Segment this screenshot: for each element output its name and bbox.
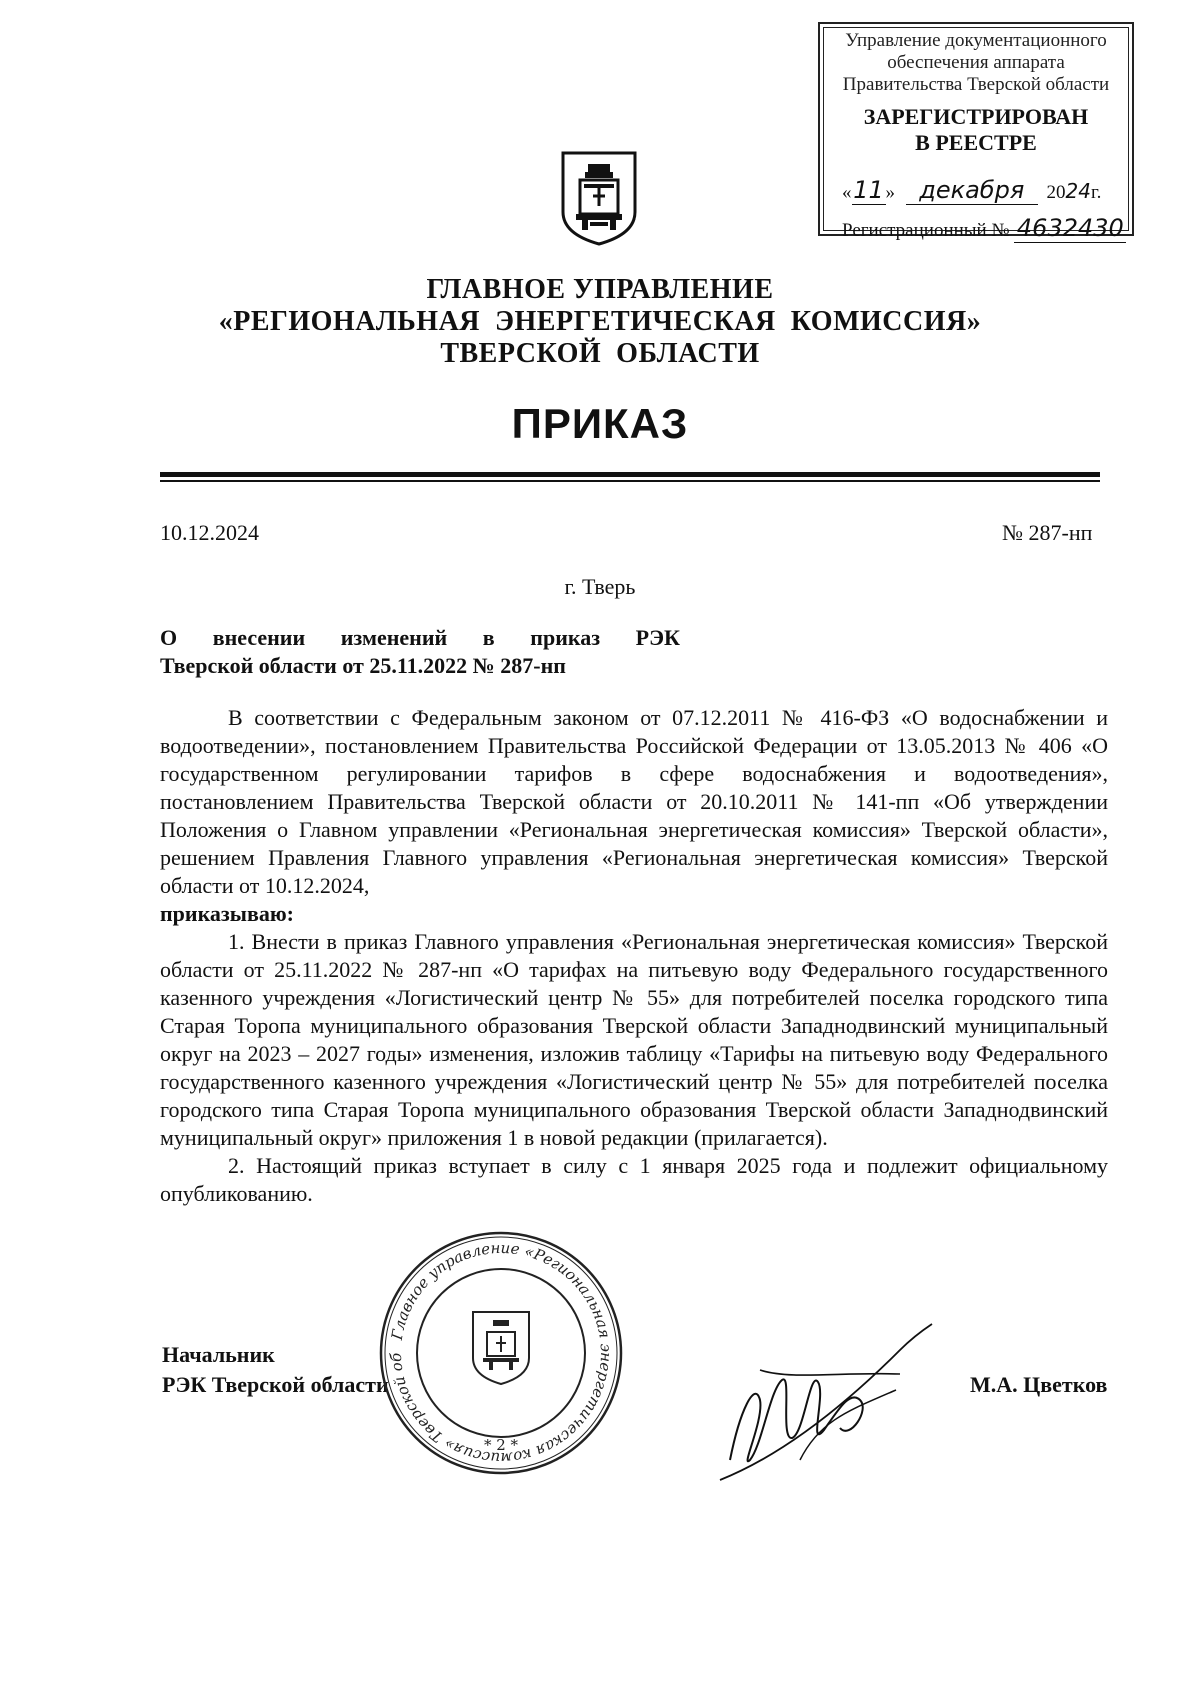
document-date: 10.12.2024 — [160, 520, 259, 545]
stamp-date-year-prefix: 20 — [1046, 182, 1066, 203]
document-subject — [160, 624, 680, 680]
stamp-number-value: 4632430 — [1014, 214, 1126, 243]
stamp-date-close-quote: » — [885, 182, 895, 203]
handwritten-signature — [700, 1310, 940, 1510]
official-seal — [376, 1228, 626, 1478]
svg-text:Главное управление «Региональн — [376, 1228, 615, 1467]
seal-emblem — [473, 1312, 529, 1384]
coat-of-arms-emblem — [560, 150, 638, 246]
subject-line-1: О внесении изменений в приказ РЭК — [160, 625, 680, 650]
document-body — [160, 704, 1108, 1208]
seal-center-mark: * 2 * — [483, 1436, 519, 1454]
org-name-line-3: ТВЕРСКОЙ ОБЛАСТИ — [440, 338, 760, 369]
stamp-office-line-3: Правительства Тверской области — [842, 74, 1110, 95]
stamp-office-line-2: обеспечения аппарата — [887, 52, 1065, 73]
stamp-office-line-1: Управление документационного — [845, 30, 1107, 51]
registration-stamp — [818, 22, 1134, 242]
stamp-title-line-1: ЗАРЕГИСТРИРОВАН — [863, 104, 1089, 129]
stamp-date-year-suffix: 24 — [1065, 179, 1091, 203]
stamp-date-year-end: г. — [1090, 182, 1102, 203]
item-2-paragraph: 2. Настоящий приказ вступает в силу с 1 января 2025 года и подлежит официальному опубликованию. — [160, 1153, 1108, 1206]
stamp-date — [842, 176, 1101, 205]
document-number: № 287-нп — [1002, 520, 1093, 545]
position-line-1: Начальник — [162, 1342, 275, 1367]
subject-line-2: Тверской области от 25.11.2022 № 287-нп — [160, 653, 566, 678]
org-name-line-1: ГЛАВНОЕ УПРАВЛЕНИЕ — [426, 274, 774, 305]
order-word: приказываю: — [160, 901, 294, 926]
header-rule-thick — [160, 472, 1100, 477]
stamp-title-line-2: В РЕЕСТРЕ — [915, 130, 1037, 155]
stamp-registration-number — [842, 214, 1126, 243]
seal-ring-text: Главное управление «Региональная энергетическая комиссия» Тверской об — [386, 1238, 616, 1468]
preamble-paragraph: В соответствии с Федеральным законом от 07.12.2011 № 416-ФЗ «О водоснабжении и водоотведении», постановлением Правительства Российской Федерации от 13.05.2013 № 406 «О государственном регулировании тарифов в сфере водоснабжения и водоотведения», постановлением Правительства Тверской области от 20.10.2011 № 141-пп «Об утверждении Положения о Главном управлении «Региональная энергетическая комиссия» Тверской области», решением Правления Главного управления «Региональная энергетическая комиссия» Тверской области от 10.12.2024, — [160, 705, 1108, 898]
org-name-line-2: «РЕГИОНАЛЬНАЯ ЭНЕРГЕТИЧЕСКАЯ КОМИССИЯ» — [218, 306, 982, 337]
document-type-title: ПРИКАЗ — [511, 400, 689, 447]
stamp-date-day: 11 — [853, 176, 884, 204]
signatory-position — [162, 1340, 389, 1400]
stamp-date-open-quote: « — [842, 182, 852, 203]
header-rule-thin — [160, 480, 1100, 482]
stamp-number-label: Регистрационный № — [842, 220, 1010, 241]
position-line-2: РЭК Тверской области — [162, 1372, 389, 1397]
stamp-date-month: декабря — [906, 176, 1038, 205]
item-1-paragraph: 1. Внести в приказ Главного управления «Региональная энергетическая комиссия» Тверской области от 25.11.2022 № 287-нп «О тарифах на питьевую воду Федерального государственного казенного учреждения «Логистический центр № 55» для потребителей поселка городского типа Старая Торопа муниципального образования Тверской области Западнодвинский муниципальный округ на 2023 – 2027 годы» изменения, изложив таблицу «Тарифы на питьевую воду Федерального государственного казенного учреждения «Логистический центр № 55» для потребителей поселка городского типа Старая Торопа муниципального образования Тверской области Западнодвинский муниципальный округ» приложения 1 в новой редакции (прилагается). — [160, 929, 1108, 1150]
city: г. Тверь — [564, 574, 636, 599]
signatory-name: М.А. Цветков — [970, 1372, 1108, 1397]
